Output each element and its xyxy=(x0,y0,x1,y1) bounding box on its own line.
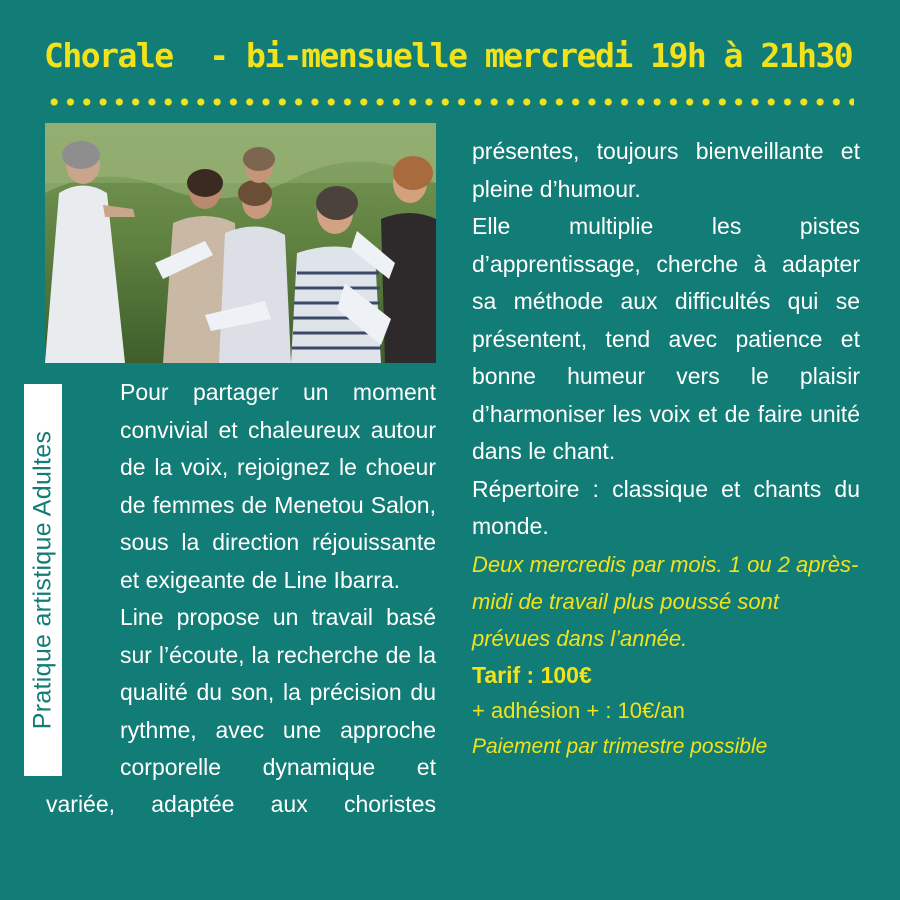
side-label-text: Pratique artistique Adultes xyxy=(28,430,57,730)
left-column-last-line xyxy=(46,786,436,861)
method-paragraph-end: variée, adaptée aux choristes xyxy=(46,791,436,817)
page-title: Chorale - bi-mensuelle mercredi 19h à 21h30 xyxy=(44,36,853,75)
dotted-divider xyxy=(46,97,854,107)
left-column xyxy=(120,374,436,824)
method-paragraph: Line propose un travail basé sur l’écoute, la recherche de la qualité du son, la précision du rythme, avec une approche corporelle dynamique et xyxy=(120,604,436,780)
repertoire-paragraph: Répertoire : classique et chants du monde. xyxy=(472,475,860,539)
schedule-note: Deux mercredis par mois. 1 ou 2 après-midi de travail plus poussé sont prévues dans l’année. xyxy=(472,551,859,651)
payment-note: Paiement par trimestre possible xyxy=(472,734,768,758)
adhesion-fee: + adhésion + : 10€/an xyxy=(472,697,685,723)
tarif-price: Tarif : 100€ xyxy=(472,661,592,688)
choir-photo xyxy=(45,123,436,363)
intro-paragraph: Pour partager un moment convivial et chaleureux autour de la voix, rejoignez le choeur de femmes de Menetou Salon, sous la direction réjouissante et exigeante de Line Ibarra. xyxy=(120,379,436,593)
side-label xyxy=(24,384,62,776)
right-column xyxy=(472,133,860,765)
approach-paragraph: Elle multiplie les pistes d’apprentissage, cherche à adapter sa méthode aux difficultés qui se présentent, tend avec patience et bonne humeur vers le plaisir d’harmoniser les voix et de faire unité dans le chant. xyxy=(472,213,860,464)
method-paragraph-continued: présentes, toujours bienveillante et pleine d’humour. xyxy=(472,138,860,202)
